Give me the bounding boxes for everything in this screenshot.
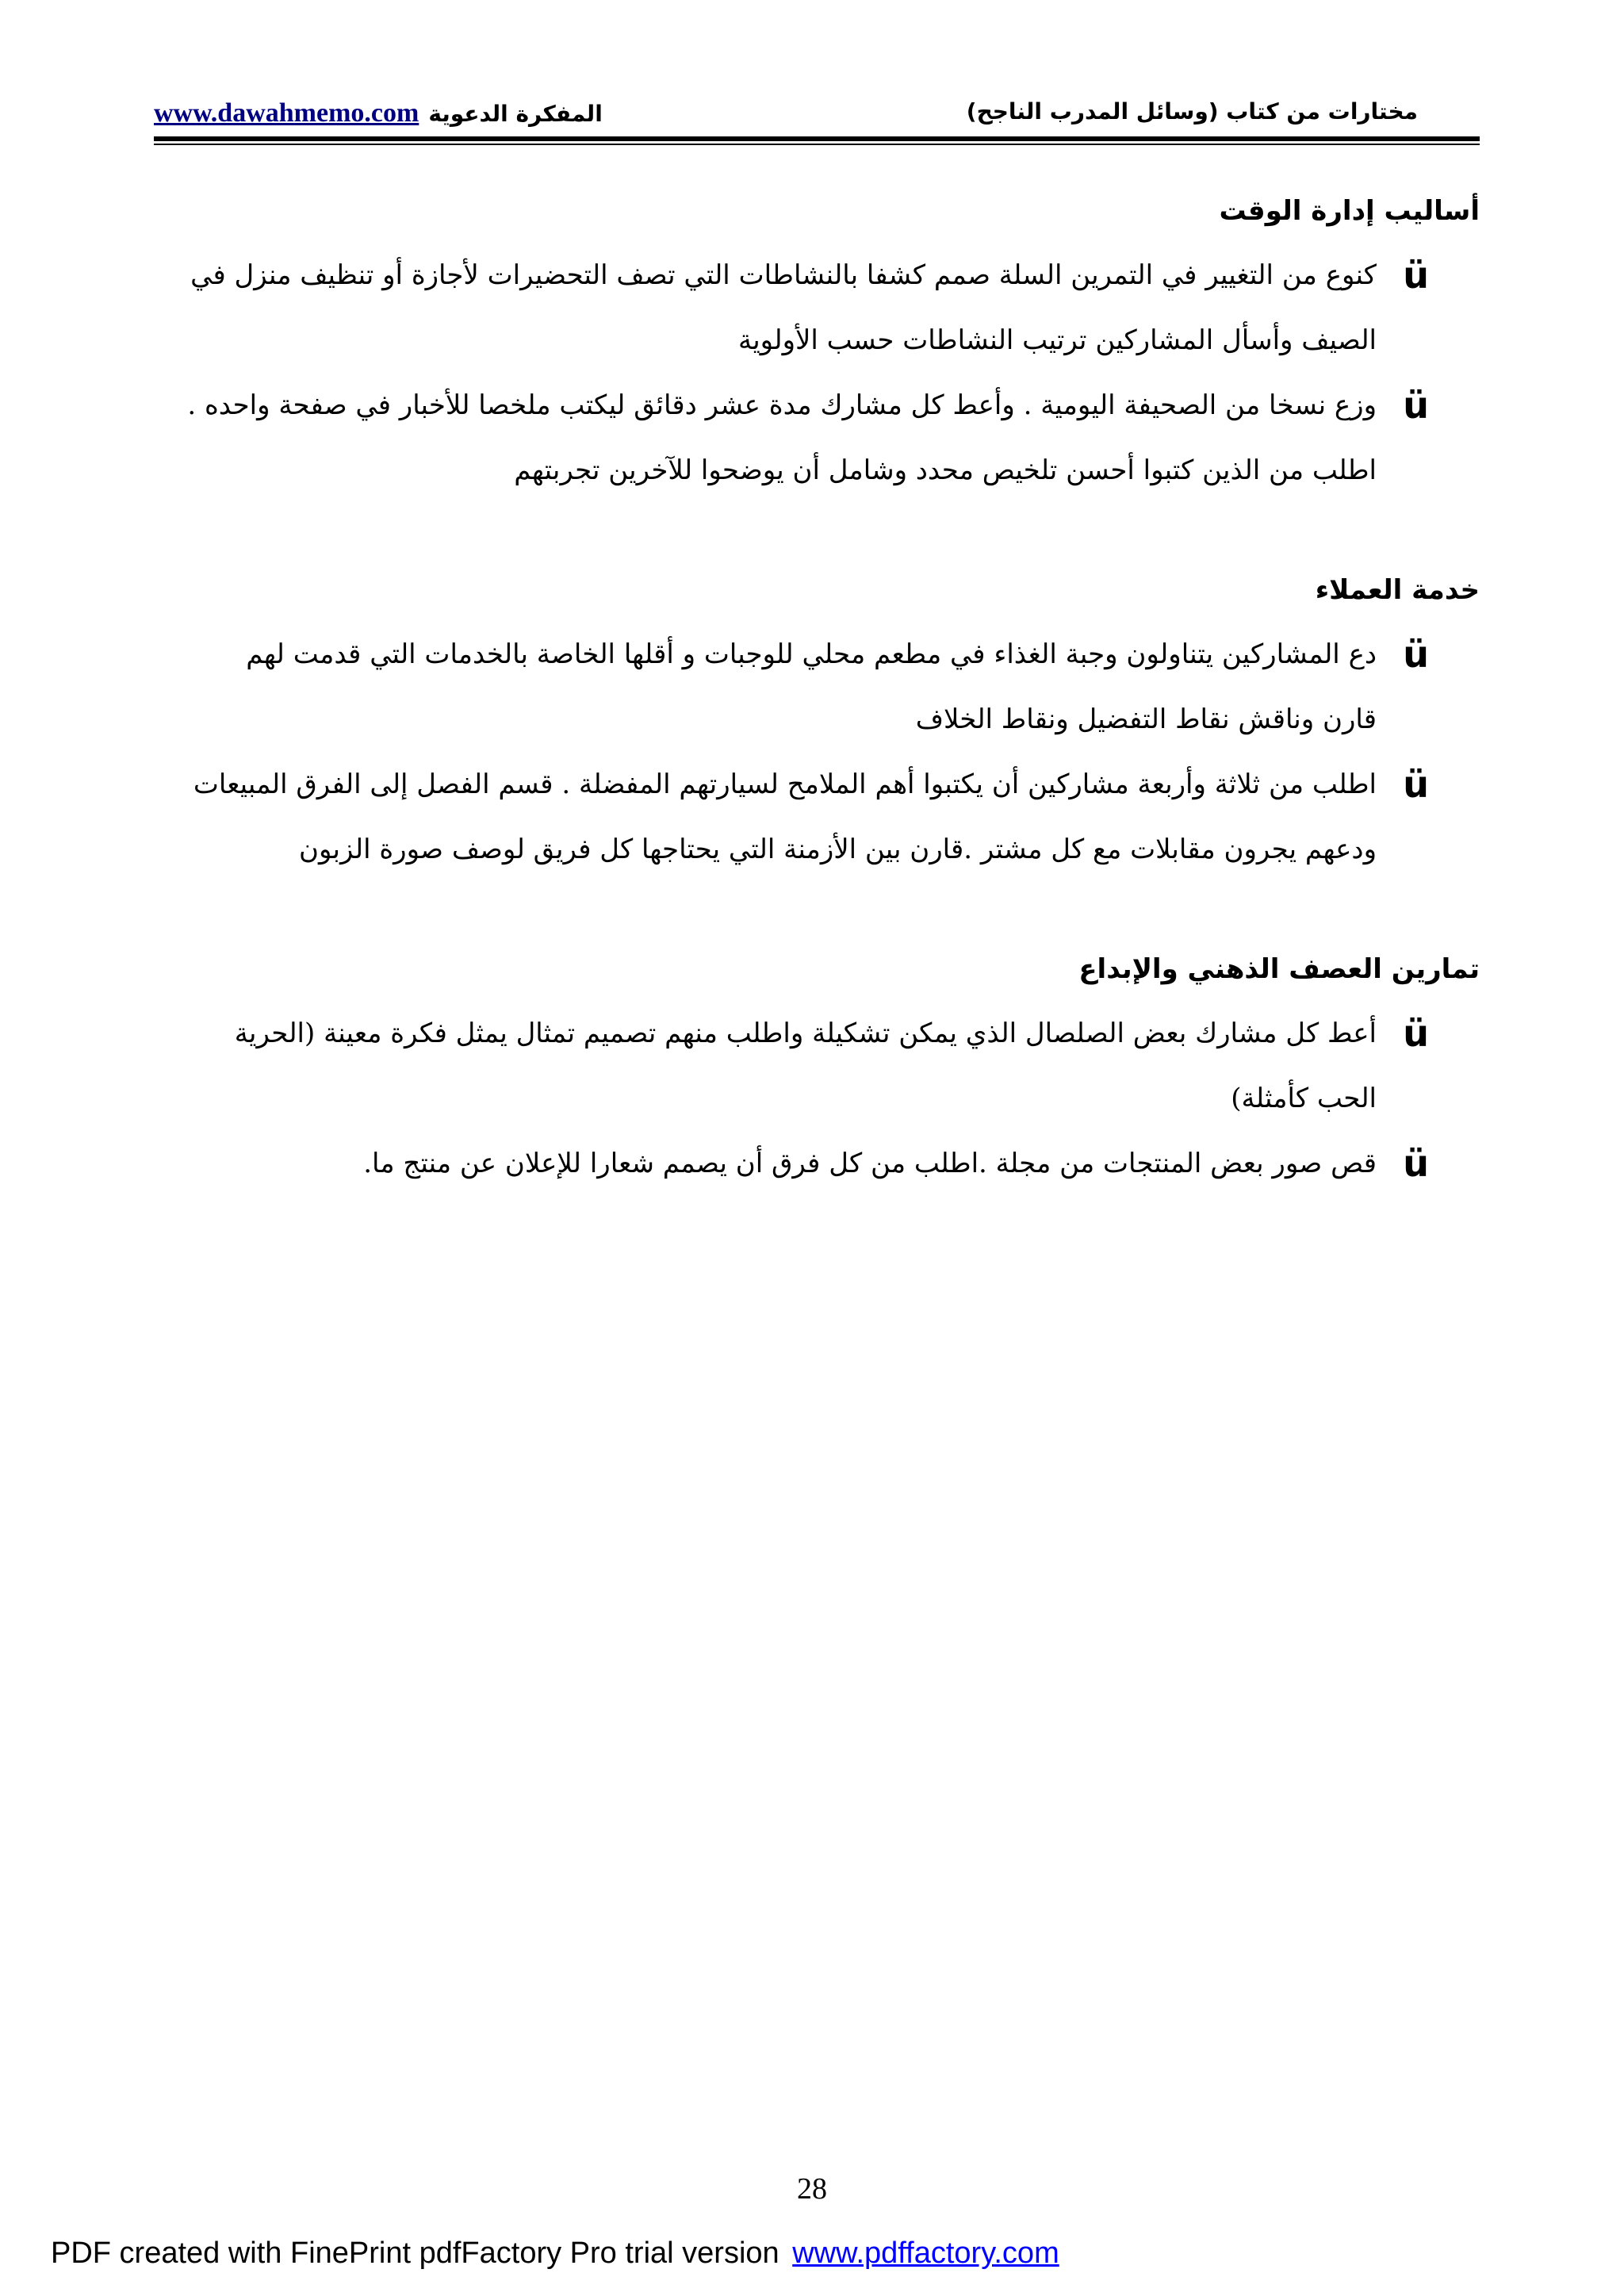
header-site-info: [154, 98, 603, 128]
list-item: [154, 1131, 1480, 1196]
footer-text: PDF created with FinePrint pdfFactory Pro trial version: [51, 2237, 779, 2270]
footer-link[interactable]: www.pdffactory.com: [792, 2237, 1059, 2270]
list-item-text: اطلب من ثلاثة وأربعة مشاركين أن يكتبوا أهم الملامح لسيارتهم المفضلة . قسم الفصل إلى الفرق المبيعات ودعهم يجرون مقابلات مع كل مشتر .قارن بين الأزمنة التي يحتاجها كل فريق لوصف صورة الزبون: [193, 769, 1377, 865]
check-bullet-icon: ü: [1403, 1012, 1429, 1055]
header-rule-thick: [154, 136, 1480, 141]
bullet-list: [154, 1001, 1480, 1196]
list-item: [154, 752, 1480, 882]
list-item: [154, 373, 1480, 503]
section-time-management: [154, 190, 1480, 503]
list-item: [154, 622, 1480, 752]
pdf-footer: [51, 2237, 1059, 2271]
page-content: [154, 190, 1480, 1196]
list-item-text: أعط كل مشارك بعض الصلصال الذي يمكن تشكيلة واطلب منهم تصميم تمثال يمثل فكرة معينة (الحرية الحب كأمثلة): [234, 1018, 1377, 1114]
list-item-text: دع المشاركين يتناولون وجبة الغذاء في مطعم محلي للوجبات و أقلها الخاصة بالخدمات التي قدمت لهم قارن وناقش نقاط التفضيل ونقاط الخلاف: [246, 638, 1377, 735]
section-customer-service: [154, 569, 1480, 882]
list-item-text: وزع نسخا من الصحيفة اليومية . وأعط كل مشارك مدة عشر دقائق ليكتب ملخصا للأخبار في صفحة واحده . اطلب من الذين كتبوا أحسن تلخيص محدد وشامل أن يوضحوا للآخرين تجربتهم: [187, 389, 1377, 486]
check-bullet-icon: ü: [1403, 384, 1429, 427]
list-item: [154, 1001, 1480, 1131]
book-title: مختارات من كتاب (وسائل المدرب الناجح): [966, 98, 1418, 125]
check-bullet-icon: ü: [1403, 763, 1429, 806]
brand-name: المفكرة الدعوية: [428, 101, 603, 127]
bullet-list: [154, 243, 1480, 503]
header-rule-thin: [154, 144, 1480, 145]
section-title: تمارين العصف الذهني والإبداع: [1078, 953, 1480, 985]
bullet-list: [154, 622, 1480, 882]
section-brainstorming: [154, 949, 1480, 1196]
list-item-text: كنوع من التغيير في التمرين السلة صمم كشفا بالنشاطات التي تصف التحضيرات لأجازة أو تنظيف منزل في الصيف وأسأل المشاركين ترتيب النشاطات حسب الأولوية: [190, 259, 1377, 356]
check-bullet-icon: ü: [1403, 254, 1429, 297]
list-item-text: قص صور بعض المنتجات من مجلة .اطلب من كل فرق أن يصمم شعارا للإعلان عن منتج ما.: [363, 1148, 1377, 1179]
check-bullet-icon: ü: [1403, 1142, 1429, 1185]
list-item: [154, 243, 1480, 373]
section-title: أساليب إدارة الوقت: [1219, 195, 1480, 227]
check-bullet-icon: ü: [1403, 633, 1429, 676]
section-title: خدمة العملاء: [1315, 574, 1480, 606]
page-header: [154, 94, 1480, 135]
page-number: 28: [797, 2172, 827, 2206]
website-link[interactable]: www.dawahmemo.com: [154, 98, 419, 128]
